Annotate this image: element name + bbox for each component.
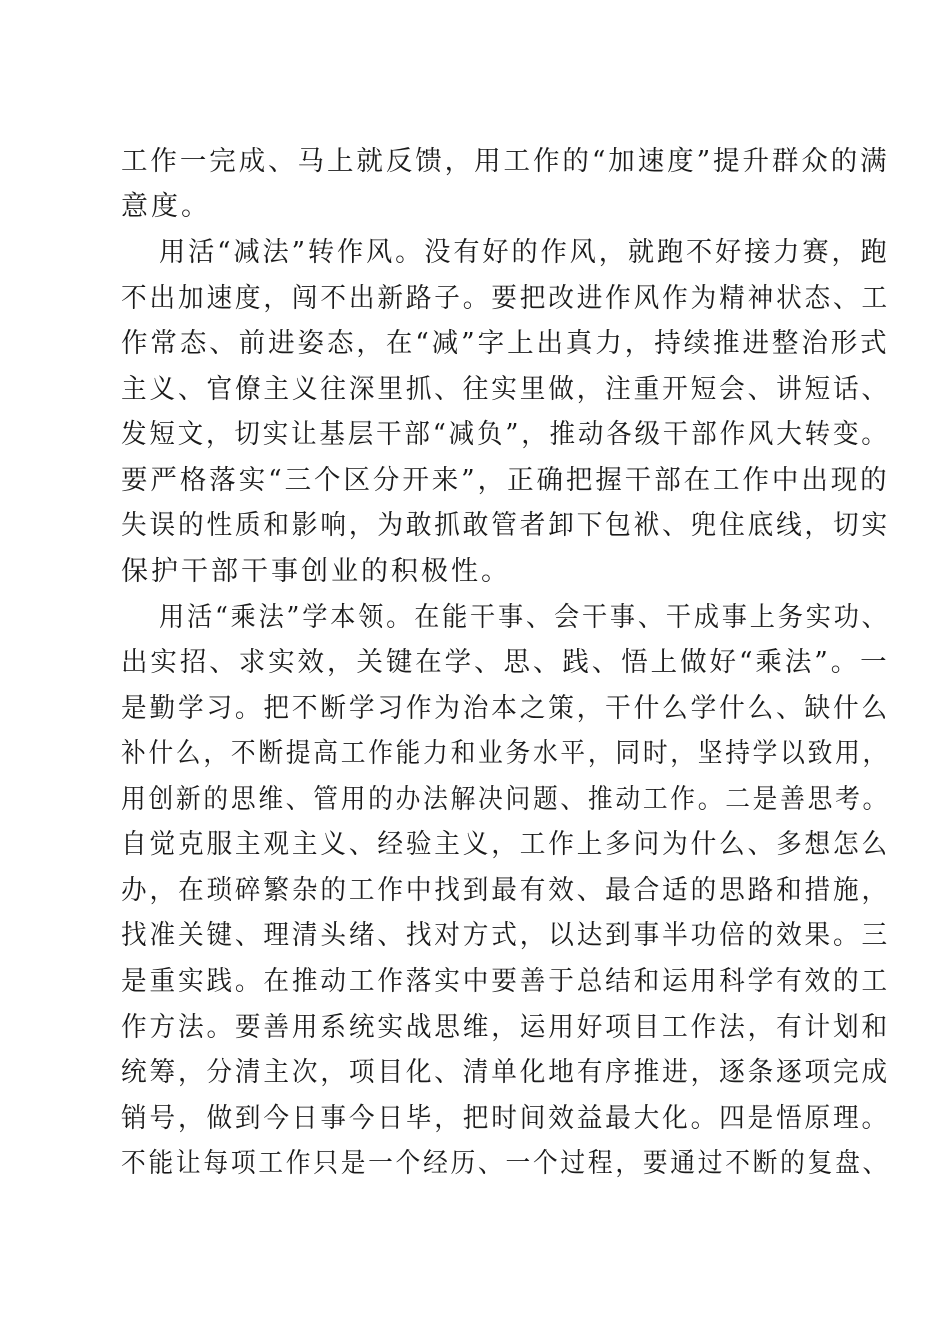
text-line: 要严格落实“三个区分开来”，正确把握干部在工作中出现的: [121, 465, 890, 496]
text-line: 找准关键、理清头绪、找对方式，以达到事半功倍的效果。三: [121, 920, 890, 951]
text-line: 自觉克服主观主义、经验主义，工作上多问为什么、多想怎么: [121, 829, 890, 860]
text-line: 作方法。要善用系统实战思维，运用好项目工作法，有计划和: [121, 1012, 890, 1043]
text-line: 不能让每项工作只是一个经历、一个过程，要通过不断的复盘、: [121, 1148, 890, 1179]
text-line: 出实招、求实效，关键在学、思、践、悟上做好“乘法”。一: [121, 647, 890, 678]
text-line: 统筹，分清主次，项目化、清单化地有序推进，逐条逐项完成: [121, 1057, 890, 1088]
text-line: 销号，做到今日事今日毕，把时间效益最大化。四是悟原理。: [121, 1103, 890, 1134]
text-line: 主义、官僚主义往深里抓、往实里做，注重开短会、讲短话、: [121, 374, 890, 405]
text-line: 发短文，切实让基层干部“减负”，推动各级干部作风大转变。: [121, 419, 890, 450]
text-line: 意度。: [121, 191, 211, 222]
text-line: 是重实践。在推动工作落实中要善于总结和运用科学有效的工: [121, 966, 890, 997]
text-line: 不出加速度，闯不出新路子。要把改进作风作为精神状态、工: [121, 283, 890, 314]
paragraph-start-line: 用活“减法”转作风。没有好的作风，就跑不好接力赛，跑: [159, 237, 890, 268]
paragraph-start-line: 用活“乘法”学本领。在能干事、会干事、干成事上务实功、: [159, 602, 890, 633]
text-line: 作常态、前进姿态，在“减”字上出真力，持续推进整治形式: [121, 328, 890, 359]
text-line: 失误的性质和影响，为敢抓敢管者卸下包袱、兜住底线，切实: [121, 510, 890, 541]
text-line: 用创新的思维、管用的办法解决问题、推动工作。二是善思考。: [121, 784, 890, 815]
text-line: 保护干部干事创业的积极性。: [121, 556, 511, 587]
text-line: 补什么，不断提高工作能力和业务水平，同时，坚持学以致用，: [121, 738, 890, 769]
text-line: 工作一完成、马上就反馈，用工作的“加速度”提升群众的满: [121, 146, 890, 177]
text-line: 办，在琐碎繁杂的工作中找到最有效、最合适的思路和措施，: [121, 875, 890, 906]
text-line: 是勤学习。把不断学习作为治本之策，干什么学什么、缺什么: [121, 693, 890, 724]
